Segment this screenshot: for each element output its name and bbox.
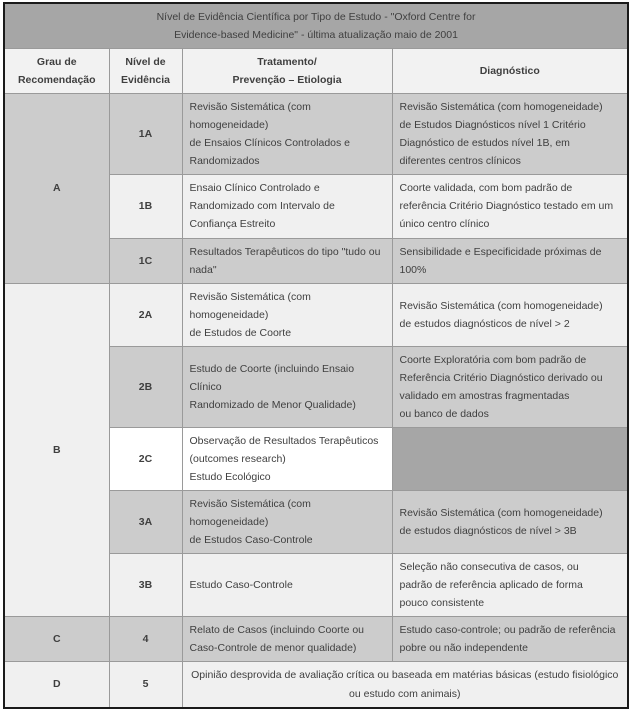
text-line: de estudos diagnósticos de nível > 3B: [399, 525, 577, 538]
text-line: Estudo Caso-Controle: [189, 579, 293, 592]
treatment-cell-3b: [182, 554, 392, 617]
text-line: homogeneidade): [189, 119, 269, 132]
text-line: Coorte Exploratória com bom padrão de: [399, 353, 587, 366]
grade-cell-a: A: [4, 94, 109, 283]
text-line: de Ensaios Clínicos Controlados e: [189, 137, 351, 150]
column-header-grade: [4, 49, 109, 94]
column-header-treatment-line-1: Tratamento/: [257, 56, 317, 69]
text-line: Opinião desprovida de avaliação crítica ou baseada em matérias básicas (estudo fisiológico: [191, 669, 619, 682]
table-row: [4, 662, 628, 708]
title-line-2: Evidence-based Medicine" - última atualização maio de 2001: [174, 29, 458, 42]
text-line: Estudo de Coorte (incluindo Ensaio: [189, 362, 355, 375]
text-line: homogeneidade): [189, 308, 269, 321]
text-line: Randomizado de Menor Qualidade): [189, 398, 356, 411]
column-header-diagnosis: [392, 49, 628, 94]
text-line: Observação de Resultados Terapêuticos: [189, 434, 379, 447]
diagnosis-cell-4: [392, 617, 628, 662]
text-line: Revisão Sistemática (com: [189, 290, 311, 303]
treatment-cell-1b: [182, 175, 392, 238]
text-line: Revisão Sistemática (com: [189, 498, 311, 511]
text-line: Seleção não consecutiva de casos, ou: [399, 561, 579, 574]
level-cell-3a: 3A: [109, 491, 182, 554]
title-line-1: Nível de Evidência Científica por Tipo de Estudo - "Oxford Centre for: [156, 11, 476, 23]
level-cell-4: 4: [109, 617, 182, 662]
text-line: pobre ou não independente: [399, 642, 528, 655]
text-line: Sensibilidade e Especificidade próximas de: [399, 245, 602, 258]
text-line: Referência Critério Diagnóstico derivado ou: [399, 371, 603, 384]
table-title-row: [4, 3, 628, 49]
level-cell-1b: 1B: [109, 175, 182, 238]
level-cell-2b: 2B: [109, 346, 182, 427]
text-line: homogeneidade): [189, 516, 269, 529]
text-line: Clínico: [189, 380, 222, 393]
column-header-level: [109, 49, 182, 94]
text-line: Resultados Terapêuticos do tipo "tudo ou: [189, 245, 381, 258]
treatment-cell-4: [182, 617, 392, 662]
text-line: Revisão Sistemática (com homogeneidade): [399, 101, 603, 114]
text-line: Revisão Sistemática (com homogeneidade): [399, 507, 603, 520]
text-line: de Estudos Caso-Controle: [189, 534, 313, 547]
text-line: de estudos diagnósticos de nível > 2: [399, 317, 570, 330]
text-line: Revisão Sistemática (com: [189, 101, 311, 114]
text-line: Confiança Estreito: [189, 218, 276, 231]
diagnosis-cell-1a: [392, 94, 628, 175]
treatment-cell-2c: [182, 427, 392, 490]
text-line: ou estudo com animais): [349, 687, 461, 700]
level-cell-5: 5: [109, 662, 182, 708]
table-row: [4, 283, 628, 346]
column-header-level-line-1: Nível de: [125, 56, 166, 69]
column-header-level-line-2: Evidência: [120, 74, 171, 87]
table-title: [4, 3, 628, 49]
text-line: Coorte validada, com bom padrão de: [399, 182, 573, 195]
text-line: Caso-Controle de menor qualidade): [189, 642, 357, 655]
combined-cell-5: [182, 662, 628, 708]
level-cell-3b: 3B: [109, 554, 182, 617]
text-line: Ensaio Clínico Controlado e: [189, 182, 320, 195]
table-row: [4, 617, 628, 662]
grade-cell-c: C: [4, 617, 109, 662]
text-line: padrão de referência aplicado de forma: [399, 579, 583, 592]
text-line: (outcomes research): [189, 452, 286, 465]
text-line: Randomizados: [189, 155, 260, 168]
column-header-row: [4, 49, 628, 94]
level-cell-1c: 1C: [109, 238, 182, 283]
column-header-grade-line-1: Grau de: [36, 56, 77, 69]
text-line: validado em amostras fragmentadas: [399, 389, 570, 402]
treatment-cell-1a: [182, 94, 392, 175]
diagnosis-cell-3b: [392, 554, 628, 617]
treatment-cell-1c: [182, 238, 392, 283]
column-header-grade-line-2: Recomendação: [17, 74, 96, 87]
text-line: de Estudos de Coorte: [189, 326, 292, 339]
text-line: diferentes centros clínicos: [399, 155, 521, 168]
text-line: ou banco de dados: [399, 407, 489, 420]
table-row: [4, 94, 628, 175]
grade-cell-b: B: [4, 283, 109, 617]
text-line: Estudo Ecológico: [189, 471, 271, 484]
level-cell-2a: 2A: [109, 283, 182, 346]
diagnosis-cell-2a: [392, 283, 628, 346]
diagnosis-cell-3a: [392, 491, 628, 554]
text-line: de Estudos Diagnósticos nível 1 Critério: [399, 119, 586, 132]
text-line: 100%: [399, 263, 427, 276]
text-line: único centro clínico: [399, 218, 490, 231]
level-cell-1a: 1A: [109, 94, 182, 175]
level-cell-2c: 2C: [109, 427, 182, 490]
text-line: Relato de Casos (incluindo Coorte ou: [189, 624, 365, 637]
column-header-diagnosis-line-1: Diagnóstico: [479, 65, 540, 78]
evidence-level-table: [3, 2, 629, 709]
text-line: Estudo caso-controle; ou padrão de referência: [399, 624, 616, 637]
text-line: Randomizado com Intervalo de: [189, 200, 335, 213]
text-line: pouco consistente: [399, 597, 485, 610]
diagnosis-cell-1c: [392, 238, 628, 283]
treatment-cell-3a: [182, 491, 392, 554]
treatment-cell-2b: [182, 346, 392, 427]
diagnosis-cell-2c-empty: [392, 427, 628, 490]
diagnosis-cell-2b: [392, 346, 628, 427]
column-header-treatment-line-2: Prevenção – Etiologia: [232, 74, 342, 87]
grade-cell-d: D: [4, 662, 109, 708]
text-line: nada": [189, 263, 217, 276]
text-line: Diagnóstico de estudos nível 1B, em: [399, 137, 570, 150]
text-line: Revisão Sistemática (com homogeneidade): [399, 299, 603, 312]
text-line: referência Critério Diagnóstico testado em um: [399, 200, 614, 213]
treatment-cell-2a: [182, 283, 392, 346]
column-header-treatment: [182, 49, 392, 94]
diagnosis-cell-1b: [392, 175, 628, 238]
